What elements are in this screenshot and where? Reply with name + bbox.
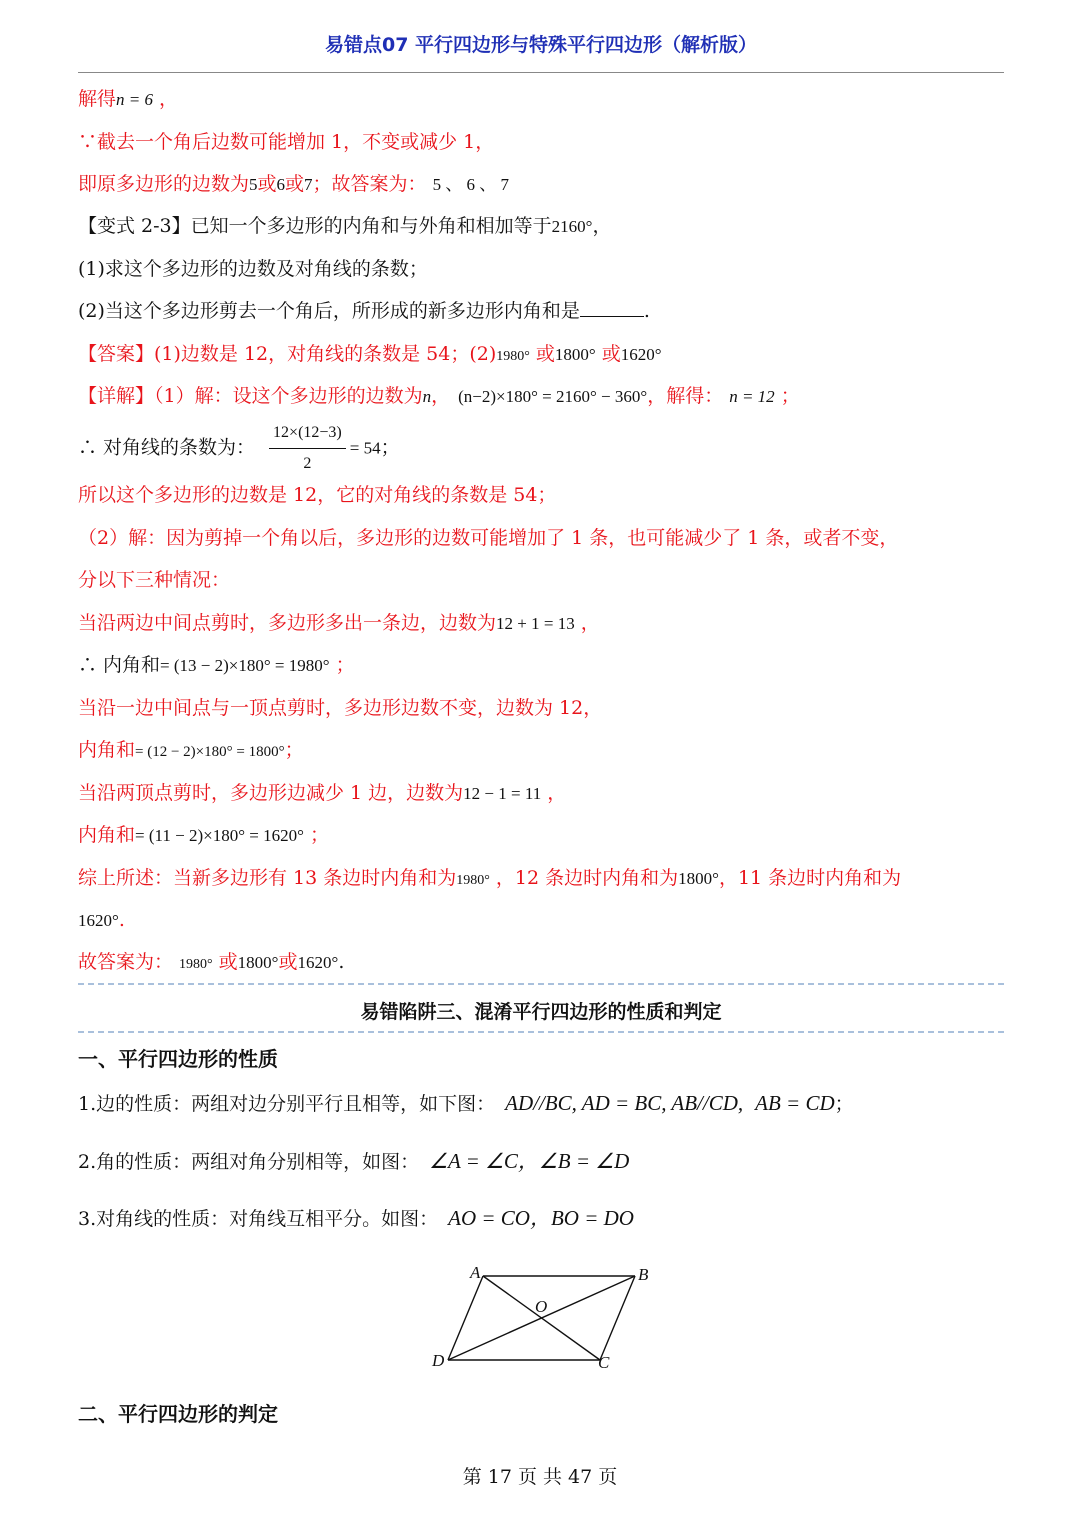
diagonal-bd: [448, 1276, 635, 1360]
text-or: 或: [285, 173, 305, 195]
label-a: A: [470, 1263, 481, 1282]
section-divider-top: [78, 983, 1004, 985]
text-or: 或: [257, 173, 277, 195]
text-sides-property: 1.边的性质：两组对边分别平行且相等，如下图：: [78, 1093, 496, 1115]
text-semicolon: ；: [834, 1093, 854, 1115]
text-comma: ，: [153, 88, 179, 110]
line-conclusion-1: 所以这个多边形的边数是 12，它的对角线的条数是 54；: [78, 484, 557, 506]
line-three-cases: 分以下三种情况：: [78, 569, 231, 591]
math-1620: 1620°: [297, 953, 339, 972]
math-1800: 1800°: [237, 953, 279, 972]
line-question-1: (1)求这个多边形的边数及对角线的条数；: [78, 258, 428, 280]
heading-determination: 二、平行四边形的判定: [78, 1402, 278, 1426]
fraction: [269, 420, 346, 477]
math-n: n: [422, 387, 432, 406]
text-semicolon: ；: [329, 654, 355, 676]
math-1980: 1980°: [456, 873, 490, 888]
math-6: 6: [276, 175, 286, 194]
text-case3: 当沿两顶点剪时，多边形边减少 1 边，边数为: [78, 782, 464, 804]
math-1980: 1980°: [496, 349, 530, 364]
line-case-2: 当沿一边中间点与一顶点剪时，多边形边数不变，边数为 12，: [78, 697, 603, 719]
math-1800-calc: = (12 − 2)×180° = 1800°: [135, 744, 285, 760]
text-diagonals-property: 3.对角线的性质：对角线互相平分。如图：: [78, 1208, 439, 1230]
fraction-denominator: 2: [303, 455, 312, 472]
parallelogram-figure: [420, 1258, 660, 1378]
property-diagonals: [78, 1205, 634, 1232]
math-11: 12 − 1 = 11: [463, 784, 542, 803]
line-original-sides: [78, 171, 509, 198]
section-title: 易错陷阱三、混淆平行四边形的性质和判定: [360, 1001, 722, 1023]
text-diagonals: ∴ 对角线的条数为：: [78, 436, 256, 459]
text-comma: ，: [592, 215, 612, 237]
label-c: C: [598, 1353, 610, 1372]
property-angles: [78, 1148, 629, 1175]
line-summary: [78, 865, 901, 894]
text-sum: 内角和: [78, 739, 136, 761]
text-or: 或: [212, 951, 238, 973]
math-n-eq-12: n = 12: [729, 387, 775, 406]
math-1620: 1620°: [620, 345, 662, 364]
heading-properties: 一、平行四边形的性质: [78, 1047, 278, 1071]
math-1620-calc: = (11 − 2)×180° = 1620°: [135, 826, 304, 845]
property-sides: [78, 1090, 854, 1117]
text-semicolon: ；: [380, 436, 400, 459]
label-o: O: [535, 1297, 548, 1316]
text-period: .: [118, 909, 125, 931]
line-question-2: [78, 298, 650, 324]
text-angles-property: 2.角的性质：两组对角分别相等，如图：: [78, 1151, 420, 1173]
line-case-2-sum: [78, 737, 304, 765]
text-comma: ，: [574, 612, 600, 634]
math-1620: 1620°: [78, 911, 119, 930]
line-diagonal-count: [78, 420, 400, 477]
line-variant-2-3: [78, 213, 611, 240]
text-therefore: ∴ 内角和: [78, 654, 161, 676]
line-summary-cont: [78, 907, 125, 934]
line-case-3-sum: [78, 822, 329, 849]
text-12-sides: ，12 条边时内角和为: [489, 867, 679, 889]
header-divider: [78, 72, 1004, 73]
text-or: 或: [529, 343, 555, 365]
text-semicolon: ；: [303, 824, 329, 846]
label-d: D: [432, 1351, 445, 1370]
text-solve: 解得: [78, 88, 117, 110]
label-b: B: [638, 1265, 649, 1284]
math-1980: 1980°: [179, 957, 213, 972]
math-sides: AD//BC, AD = BC, AB//CD,: [505, 1091, 744, 1115]
text-11-sides: ，11 条边时内角和为: [718, 867, 902, 889]
math-1980-calc: = (13 − 2)×180° = 1980°: [160, 656, 330, 675]
line-case-1-sum: [78, 652, 355, 679]
math-7: 7: [304, 175, 313, 194]
section-divider-bottom: [78, 1031, 1004, 1033]
line-case-1: [78, 610, 600, 637]
answer-blank: [580, 298, 644, 317]
text-sum: 内角和: [78, 824, 136, 846]
text-case1: 当沿两边中间点剪时，多边形多出一条边，边数为: [78, 612, 497, 634]
line-case-3: [78, 780, 566, 807]
math-ab-cd: AB = CD: [755, 1091, 835, 1115]
line-final-answer: [78, 949, 344, 978]
math-1800: 1800°: [678, 869, 719, 888]
math-1800: 1800°: [554, 345, 596, 364]
text-period: .: [338, 951, 345, 973]
text-or: 或: [278, 951, 298, 973]
fraction-numerator: 12×(12−3): [269, 420, 346, 449]
line-part2-intro: （2）解：因为剪掉一个角以后，多边形的边数可能增加了 1 条，也可能减少了 1 条，或者不变，: [78, 527, 899, 549]
line-answer: [78, 341, 662, 370]
text-semicolon: ；: [774, 385, 800, 407]
text-solve-result: ，解得：: [647, 385, 724, 407]
math-answer: 5 、 6 、 7: [432, 175, 510, 194]
line-detail: [78, 383, 800, 410]
text-variant: 【变式 2-3】已知一个多边形的内角和与外角和相加等于: [78, 215, 552, 237]
text-answer-label: 故答案为：: [78, 951, 174, 973]
page-footer: 第 17 页 共 47 页: [462, 1466, 618, 1488]
text-comma: ，: [541, 782, 567, 804]
text-a: 即原多边形的边数为: [78, 173, 250, 195]
page-header: 易错点07 平行四边形与特殊平行四边形（解析版）: [324, 34, 758, 56]
math-diagonals: AO = CO，BO = DO: [448, 1206, 634, 1230]
text-answer-label: ；故答案为：: [312, 173, 427, 195]
text-or: 或: [595, 343, 621, 365]
text-comma: ，: [431, 385, 451, 407]
math-n-eq-6: n = 6: [116, 90, 153, 109]
math-eq-54: = 54: [349, 438, 381, 458]
line-because: ∵截去一个角后边数可能增加 1，不变或减少 1，: [78, 131, 495, 153]
line-solve-n: [78, 86, 178, 113]
text-detail: 【详解】（1）解：设这个多边形的边数为: [78, 385, 423, 407]
math-angles: ∠A = ∠C，∠B = ∠D: [429, 1149, 630, 1173]
text-period: .: [643, 300, 650, 322]
text-q2: (2)当这个多边形剪去一个角后，所形成的新多边形内角和是: [78, 300, 580, 322]
text-answer: 【答案】(1)边数是 12，对角线的条数是 54；(2): [78, 343, 497, 365]
text-summary: 综上所述：当新多边形有 13 条边时内角和为: [78, 867, 457, 889]
math-equation: (n−2)×180° = 2160° − 360°: [458, 387, 648, 406]
math-5: 5: [249, 175, 258, 194]
math-2160: 2160°: [551, 217, 593, 236]
text-semicolon: ；: [284, 739, 304, 761]
math-13: 12 + 1 = 13: [496, 614, 575, 633]
